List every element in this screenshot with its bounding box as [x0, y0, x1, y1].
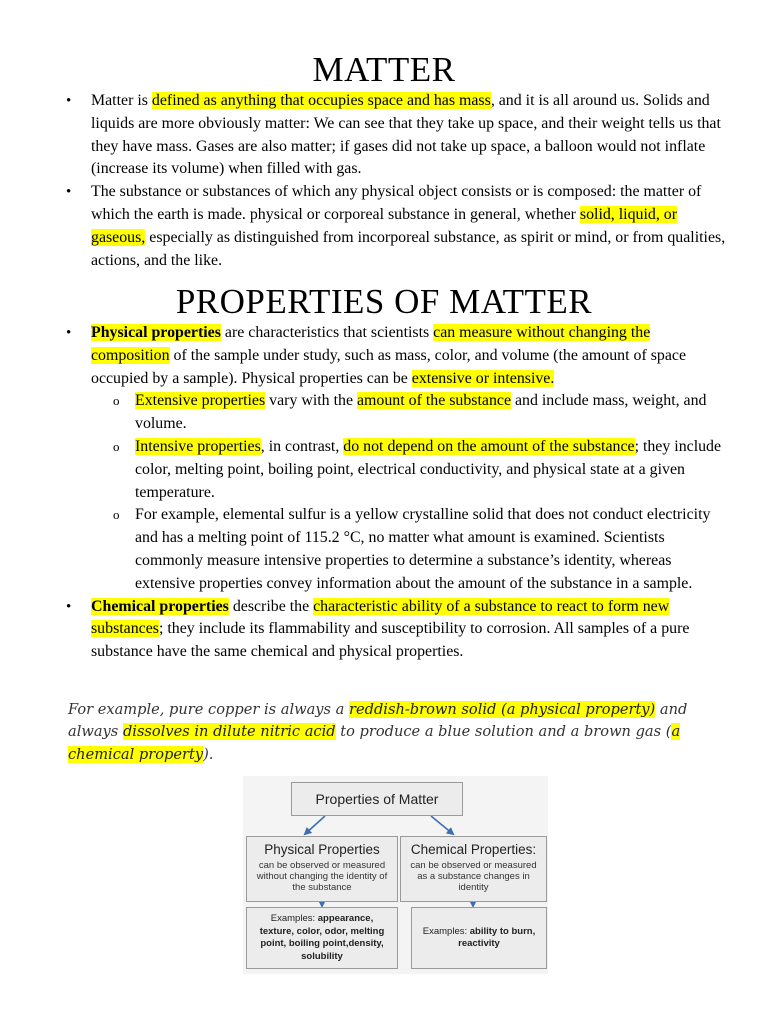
physical-examples-box [246, 907, 398, 969]
title-matter: MATTER [312, 50, 456, 89]
chemical-properties-box [400, 836, 547, 902]
highlighted-text: Intensive properties [135, 437, 261, 455]
physical-examples-list: appearance, texture, color, odor, melting point, boiling point,density, solubility [259, 913, 385, 962]
matter-definition-list [0, 90, 768, 272]
term-chemical-properties: Chemical properties [91, 597, 229, 615]
highlighted-text: can measure without changing the composition [91, 324, 651, 364]
highlighted-text: reddish-brown solid (a physical property) [349, 701, 656, 718]
list-item [0, 90, 768, 181]
examples-prefix: Examples: [270, 913, 318, 924]
text-run: For example, elemental sulfur is a yellow crystalline solid that does not conduct electricity and has a melting point of 115.2 °C, no matter what amount is examined. Scientists commonly measure intensive properties to determine a substance’s identity, whereas extensive properties convey information about the amount of the substance in a sample. [135, 506, 711, 592]
title-properties-of-matter: PROPERTIES OF MATTER [175, 282, 593, 321]
text-run: ; they include its flammability and susceptibility to corrosion. All samples of a pure substance have the same chemical and physical properties. [91, 620, 690, 661]
list-item-physical-properties [0, 322, 768, 596]
examples-prefix: Examples: [422, 925, 470, 937]
diagram-root-box: Properties of Matter [291, 782, 463, 816]
chemical-examples-list: ability to burn, reactivity [458, 925, 536, 949]
text-run: are characteristics that scientists [220, 324, 434, 341]
physical-properties-box [246, 836, 398, 902]
highlighted-text: a chemical property [68, 723, 681, 763]
arrow-to-chemical [431, 816, 453, 834]
term-physical-properties: Physical properties [91, 324, 221, 341]
text-run: describe the [228, 597, 314, 615]
chemical-examples-box [411, 907, 547, 969]
text-run: especially as distinguished from incorporeal substance, as spirit or mind, or from qualities, actions, and the like. [91, 228, 726, 269]
highlighted-text: solid, liquid, or gaseous, [91, 205, 678, 246]
text-run: and include mass, weight, and volume. [135, 392, 707, 433]
text-run: ; they include color, melting point, boiling point, electrical conductivity, and physical state at a given temperature. [135, 437, 722, 501]
text-run: vary with the [265, 392, 357, 410]
properties-list [0, 322, 768, 664]
text-run: , and it is all around us. Solids and liquids are more obviously matter: We can see that they take up space, and their weight tells us that they have mass. Gases are also matter; if gases did not take up space, a balloon would not inflate (increase its volume) when filled with gas. [91, 92, 721, 178]
highlighted-text: extensive or intensive. [411, 369, 555, 387]
text-run: , in contrast, [260, 437, 344, 455]
text-run: of the sample under study, such as mass, color, and volume (the amount of space occupied by a sample). Physical properties can be [91, 346, 686, 387]
arrow-to-physical [305, 816, 325, 834]
sublist-item-extensive [91, 390, 728, 436]
highlighted-text: defined as anything that occupies space and has mass [151, 92, 491, 109]
list-item [0, 181, 768, 272]
highlighted-text: do not depend on the amount of the substance [343, 437, 635, 455]
properties-of-matter-diagram [243, 776, 548, 974]
highlighted-text: characteristic ability of a substance to react to form new substances [91, 597, 670, 638]
physical-properties-description: can be observed or measured without changing the identity of the substance [256, 860, 388, 893]
text-run: The substance or substances of which any physical object consists or is composed: the matter of which the earth is made. physical or corporeal substance in general, whether [91, 183, 702, 223]
text-run: ). [203, 745, 214, 763]
chemical-properties-description: can be observed or measured as a substance changes in identity [410, 860, 537, 893]
highlighted-text: amount of the substance [356, 392, 511, 410]
physical-sublist [91, 390, 728, 595]
text-run: and always [68, 701, 688, 741]
physical-properties-heading: Physical Properties [264, 842, 380, 857]
text-run: Matter is [91, 92, 152, 109]
sublist-item-example [91, 504, 728, 595]
highlighted-text: dissolves in dilute nitric acid [122, 723, 336, 741]
sublist-item-intensive [91, 436, 728, 504]
highlighted-text: Extensive properties [135, 392, 266, 410]
copper-example-paragraph [68, 699, 728, 766]
chemical-properties-heading: Chemical Properties: [410, 842, 537, 857]
list-item-chemical-properties [0, 596, 768, 664]
text-run: to produce a blue solution and a brown gas ( [335, 723, 672, 741]
text-run: For example, pure copper is always a [68, 701, 350, 718]
